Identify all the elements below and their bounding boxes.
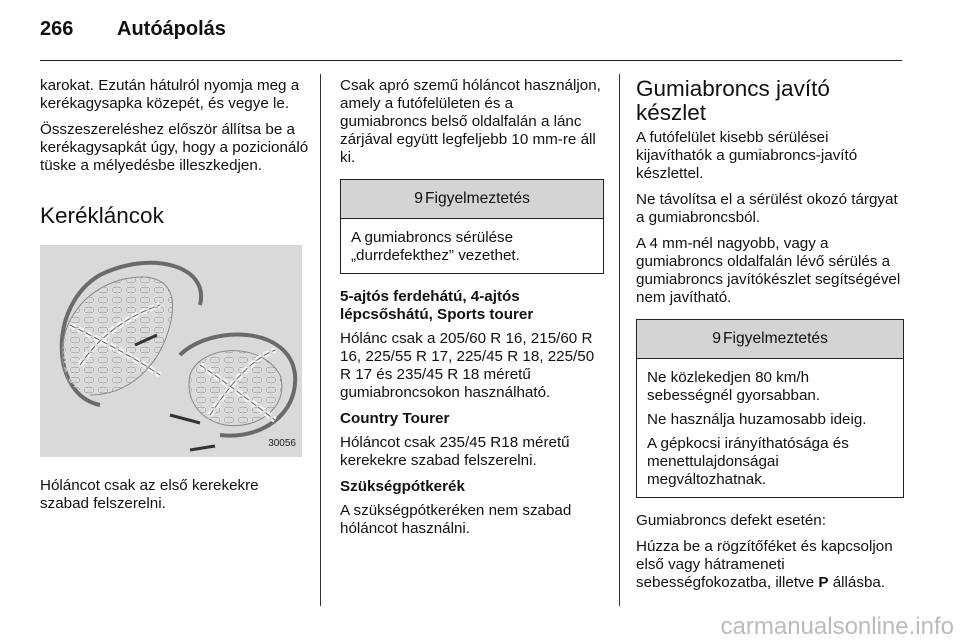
subheading: Szükségpótkerék — [340, 478, 465, 495]
subheading: 5-ajtós ferdehátú, 4-ajtós lépcsőshátú, Sports tourer — [340, 288, 534, 323]
column-2 — [340, 77, 604, 546]
warning-title: Figyelmeztetés — [723, 330, 828, 347]
warning-box — [340, 179, 604, 274]
paragraph — [636, 538, 904, 592]
paragraph: A 4 mm-nél nagyobb, vagy a gumiabroncs oldalfalán lévő sérülés a gumiabroncs javítókészlet segítségével nem javítható. — [636, 235, 901, 306]
header-rule — [40, 60, 902, 61]
column-divider-1 — [320, 74, 321, 606]
warning-body — [637, 359, 903, 497]
snow-chain-drawing — [40, 245, 302, 457]
paragraph: Ne távolítsa el a sérülést okozó tárgyat a gumiabroncsból. — [636, 191, 898, 226]
paragraph: Gumiabroncs defekt esetén: — [636, 512, 826, 529]
warning-body — [341, 219, 603, 273]
heading-repair-kit: Gumiabroncs javító készlet — [636, 76, 830, 125]
warning-title: Figyelmeztetés — [425, 190, 530, 207]
paragraph: Csak apró szemű hóláncot használjon, amely a futófelületen és a gumiabroncs belső oldalfalán a lánc zárjával együtt legfeljebb 10 mm-re áll ki. — [340, 77, 601, 166]
heading-snow-chains: Kerékláncok — [40, 203, 164, 228]
text-run: állásba. — [828, 574, 886, 591]
paragraph: A futófelület kisebb sérülései kijavíthatók a gumiabroncs-javító készlettel. — [636, 129, 858, 182]
paragraph: Hólánc csak a 205/60 R 16, 215/60 R 16, 225/55 R 17, 225/45 R 18, 225/50 R 17 és 235/45 R 18 méretű gumiabroncsokon használható. — [340, 330, 595, 401]
paragraph: karokat. Ezután hátulról nyomja meg a kerékagysapka közepét, és vegye le. — [40, 77, 300, 112]
park-key: P — [818, 574, 829, 591]
column-divider-2 — [619, 74, 620, 606]
text-run: Húzza be a rögzítőféket és kapcsoljon első vagy hátrameneti sebességfokozatba, illetve — [636, 538, 893, 591]
snow-chain-illustration — [40, 245, 302, 457]
warning-header — [637, 320, 903, 359]
warning-item: A gépkocsi irányíthatósága és menettulajdonságai megváltozhatnak. — [647, 435, 849, 488]
warning-header — [341, 180, 603, 219]
column-1 — [40, 77, 310, 521]
figure-code: 30056 — [268, 438, 296, 449]
warning-box — [636, 319, 904, 498]
warning-text: A gumiabroncs sérülése „durrdefekthez” vezethet. — [351, 229, 520, 264]
paragraph: Hóláncot csak az első kerekekre szabad felszerelni. — [40, 477, 259, 512]
paragraph: A szükségpótkeréken nem szabad hóláncot használni. — [340, 502, 572, 537]
page-number: 266 — [40, 18, 74, 40]
column-3 — [636, 77, 904, 600]
paragraph: Hóláncot csak 235/45 R18 méretű kerekekre szabad felszerelni. — [340, 434, 570, 469]
warning-item: Ne közlekedjen 80 km/h sebességnél gyorsabban. — [647, 369, 821, 404]
watermark: carmanualsonline.info — [720, 613, 954, 640]
warning-icon: 9 — [414, 190, 424, 207]
section-title: Autóápolás — [117, 18, 226, 40]
subheading: Country Tourer — [340, 410, 450, 427]
warning-icon: 9 — [712, 330, 722, 347]
paragraph: Összeszereléshez először állítsa be a kerékagysapkát úgy, hogy a pozicionáló tüske a mélyedésbe illeszkedjen. — [40, 121, 309, 174]
warning-item: Ne használja huzamosabb ideig. — [647, 411, 867, 428]
